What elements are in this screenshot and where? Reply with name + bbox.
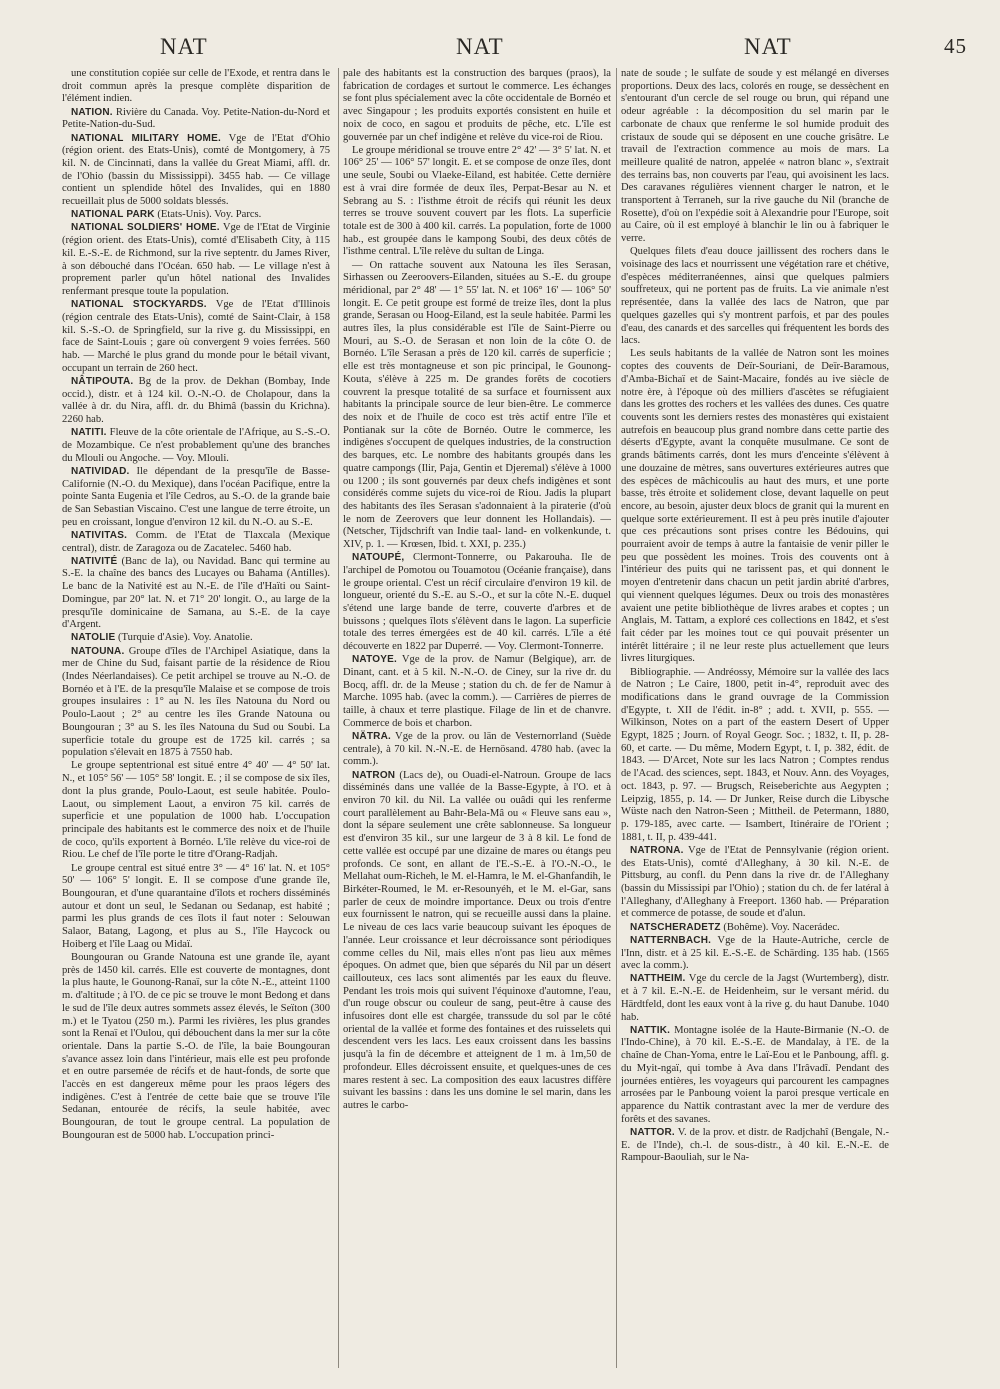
entry-headword: NATIONAL SOLDIERS' HOME.	[71, 222, 220, 234]
entry-text: Montagne isolée de la Haute-Birmanie (N.-O. de l'Indo-Chine), à 70 kil. E.-S.-E. de Mandalay, à l'E. de la chaîne de Chan-Yoma, entre le Laï-Eou et le Panboung, affl. g. du Myit-ngaï, qui tombe à Ava dans l'Irâvadî. Pendant des journées entières, les voyageurs qui parcourent les campagnes arrosées par le Panboung voient la paroi presque verticale en apparence du Nattik contrastant avec la mer de verdure des forêts et des savanes.	[621, 1024, 889, 1125]
entry-headword: NATIONAL PARK	[71, 209, 155, 221]
header-left: NAT	[160, 34, 208, 59]
dictionary-entry	[621, 845, 889, 921]
entry-text: Le groupe septentrional est situé entre 4° 40' — 4° 50' lat. N., et 105° 56' — 105° 58' longit. E. ; il se compose de six îles, dont la plus grande, Poulo-Laout, est seule habitée. Poulo-Laout, ou simplement Laout, a environ 75 kil. carrés de superficie et une population de 1000 hab. L'occupation principale des habitants est le commerce des noix et de l'huile de coco, qu'ils exportent à Bornéo. L'île relève du vice-roi de Riou. Le chef de l'île porte le titre d'Orang-Radjah.	[62, 760, 330, 861]
entry-text: Groupe d'îles de l'Archipel Asiatique, dans la mer de Chine du Sud, faisant partie de la résidence de Riou (Indes Néerlandaises). Ce petit archipel se trouve au N.-O. de Bornéo et à l'E. de la presqu'île Malaise et se compose de trois groupes insulaires : 1° au N. les îles Natouna du Nord ou Poulo-Laout ; 2° au centre les îles Grande Natouna ou Boungouran ; 3° au S. les îles Natouna du Sud ou Soubi. La superficie totale du groupe est de 1725 kil. carrés ; sa population s'élevait en 1875 à 7550 hab.	[62, 645, 330, 759]
entry-text: — On rattache souvent aux Natouna les îles Serasan, Sirhassen ou Zeeroovers-Eilanden, situées au S.-E. du groupe méridional, par 2° 48' — 1° 55' lat. N. et 106° 16' — 106° 50' longit. E. Ce petit groupe est formé de treize îles, dont la plus grande, Serasan ou Hoog-Eiland, est la seule habitée. Parmi les autres îles, la plus considérable est l'île de Saint-Pierre ou Mouri, au S.-O. de Serasan et non loin de la côte O. de Bornéo. L'île Serasan a près de 120 kil. carrés de superficie ; elle est très montagneuse et son pic principal, le Gounong-Kouta, s'élève à 225 m. De grandes forêts de cocotiers couvrent la presque totalité de sa surface et fournissent aux habitants la principale source de leur bien-être. Le commerce des noix et de l'huile de coco est très actif entre l'île et Pontianak sur la côte de Bornéo. Outre le commerce, les indigènes s'occupent de quelques industries, de la construction des barques, etc. Le nombre des habitants groupés dans les quatre campongs (Ilir, Paja, Gentin et Djeremal) s'élève à 1000 ou 1200 ; ils sont gouvernés par deux chefs indigènes et sont considérés comme sujets du vice-roi de Riou. Jadis la plupart des habitants des îles Serasan s'adonnaient à la piraterie (d'où le nom de Zeerovers que leur donnent les Hollandais). — (Netscher, Tijdschrift van Indie taal- land- en volkenkunde, t. XIV, p. 1. — Krœsen, Ibid. t. XXI, p. 235.)	[343, 259, 611, 551]
entry-headword: NATRON	[352, 769, 396, 781]
entry-headword: NÄTRA.	[352, 731, 391, 743]
dictionary-entry	[621, 935, 889, 973]
entry-headword: NATOYE.	[352, 654, 397, 666]
dictionary-entry	[621, 922, 889, 935]
entry-text: Vge du cercle de la Jagst (Wurtemberg), distr. et à 7 kil. E.-N.-E. de Heidenheim, sur le versant mérid. du Härdtfeld, dont les eaux vont à la rive g. du haut Danube. 1040 hab.	[621, 973, 889, 1023]
entry-text: Fleuve de la côte orientale de l'Afrique, au S.-S.-O. de Mozambique. Ce n'est probablement qu'une des branches du Mlouli ou Angoche. — Voy. Mlouli.	[62, 427, 330, 464]
entry-text: (Lacs de), ou Ouadi-el-Natroun. Groupe de lacs disséminés dans une vallée de la Basse-Egypte, à l'O. et à environ 70 kil. du Nil. La vallée ou ouâdi qui les renferme court parallèlement au Bahr-Bela-Mâ ou « Fleuve sans eau », dont la sépare seulement une crête sablonneuse. Sa longueur est d'environ 35 kil., sur une largeur de 3 à 8 kil. Le fond de cette vallée est occupé par une dizaine de mares ou étangs peu profonds. Ce sont, en allant de l'E.-S.-E. à l'O.-N.-O., le Mellahat oum-Richeh, le M. el-Hamra, le M. el-Ghanfandih, le Birkéter-Roumed, le M. er-Resounyéh, et le M. el-Gar, sans parler de ceux de moindre importance. Deux ou trois d'entre eux fournissent le natron, qui se recueille aussi dans la plaine. Le niveau de ces lacs varie beaucoup suivant les époques de l'année. Leur croissance et leur décroissance sont périodiques comme celles du Nil, mais elles n'ont pas lieu aux mêmes époques. On admet que, bien que séparés du Nil par un désert caillouteux, ces lacs sont alimentés par les eaux du fleuve. Pendant les trois mois qui suivent l'équinoxe d'automne, l'eau, d'un rouge obscur ou couleur de sang, peut-être à cause des infusoires dont elle est chargée, transsude du sol par le côté oriental de la vallée et forme des fontaines et des ruisselets qui descendent vers les lacs. Les eaux croissent dans les bassins jusqu'à la fin de décembre et atteignent de 1 m. à 1m,50 de profondeur. Elles décroissent ensuite, et quelques-unes de ces mares restent à sec. La composition des eaux lacustres diffère suivant les bassins : dans les uns domine le sel marin, dans les autres le carbo-	[343, 769, 611, 1111]
dictionary-entry	[62, 376, 330, 427]
dictionary-entry	[343, 654, 611, 730]
entry-text: Le groupe central est situé entre 3° — 4° 16' lat. N. et 105° 50' — 106° 5' longit. E. Il se compose d'une grande île, Boungouran, et d'une quarantaine d'îlots et rochers disséminés autour et dont un seul, le Sedanan ou Sedanap, est habité ; parmi les plus grands de ces îlots il faut noter : Selouwan Salaor, Batang, Lagong, et plus au S., l'île Haycock ou Hoiberg et l'île Laag ou Midaï.	[62, 862, 330, 950]
entry-headword: NATOUPÉ,	[352, 552, 405, 564]
entry-text: Boungouran ou Grande Natouna est une grande île, ayant près de 1450 kil. carrés. Elle est couverte de montagnes, dont la plus haute, le Gounong-Ranaï, sur la côte N.-E., atteint 1100 m. d'altitude ; à l'O. de ce pic se trouve le mont Bedong et dans le sud de l'île deux autres sommets assez élevés, le Seïton (300 m.) et le Tyatou (250 m.). Parmi les rivières, les plus grandes sont la Renaï et l'Oulou, qui débouchent dans la mer sur la côte orientale. Dans la partie S.-O. de l'île, la baie Boungouran s'avance assez loin dans l'intérieur, mais elle est peu profonde et en outre parsemée de récifs et de haut-fonds, de sorte que l'accès en est dangereux même pour les praos légers des indigènes. C'est à l'entrée de cette baie que se trouve l'île Sedanan, entourée de récifs, la seule habitée, avec Boungouran, de tout le groupe central. La population de Boungouran est de 5000 hab. L'occupation princi-	[62, 952, 330, 1141]
entry-text: Bg de la prov. de Dekhan (Bombay, Inde occid.), distr. et à 124 kil. O.-N.-O. de Cholapour, dans la vallée à dr. du Nira, affl. dr. du Bhimâ (bassin du Krichna). 2260 hab.	[62, 375, 330, 425]
entry-text: Les seuls habitants de la vallée de Natron sont les moines coptes des couvents de Deïr-Souriani, de Deïr-Baramous, d'Amba-Bichaï et de Saint-Macaire, fondés au ive siècle de notre ère, à l'époque où des milliers d'ascètes se réfugiaient dans les grottes des rochers et les vallées des dunes. Ces quatre couvents sont les derniers restes des monastères qui existaient autrefois en beaucoup plus grand nombre dans cette partie des déserts d'Egypte, avant la conquête musulmane. Ce sont de grands bâtiments carrés, dont les murs d'enceinte s'élèvent à une douzaine de mètres, sans ouvertures extérieures autres que des espèces de mâchicoulis au haut des murs, et une porte basse, très étroite et solidement close, devant laquelle on peut encore, au besoin, ajuster deux blocs de granit qui la murent en quelque sorte extérieurement. Il est à peu près inutile d'ajouter que ces précautions sont prises contre les Bédouins, qui pourraient avoir de temps à autre la fantaisie de venir piller le peu que possèdent les moines. Trois des couvents ont à l'intérieur des puits qui ne tarissent pas, et qui donnent le moyen d'entretenir dans chacun un petit jardin abrité d'arbres, qui viennent quelques légumes. Deux ou trois des monastères avaient une petite bibliothèque de livres arabes et coptes ; un Anglais, M. Tattam, a exploré ces collections en 1842, et s'est fait céder par les moines tout ce qui pouvait présenter un intérêt littéraire ; il ne leur reste plus actuellement que leurs livres liturgiques.	[621, 348, 889, 665]
entry-text: (Turquie d'Asie). Voy. Anatolie.	[115, 632, 253, 644]
entry-text: Vge de l'Etat d'Illinois (région centrale des Etats-Unis), comté de Saint-Clair, à 158 kil. S.-S.-O. de Springfield, sur la rive g. du Mississippi, en face de Saint-Louis ; gare où convergent 9 voies ferrées. 560 hab. — Marché le plus grand du monde pour le bétail vivant, occupant un terrain de 260 hect.	[62, 299, 330, 374]
entry-paragraph	[343, 260, 611, 552]
dictionary-entry	[62, 632, 330, 645]
entry-headword: NATIONAL STOCKYARDS.	[71, 299, 207, 311]
column-divider-1	[338, 68, 339, 1368]
entry-headword: NATTERNBACH.	[630, 934, 712, 946]
entry-paragraph	[621, 348, 889, 666]
dictionary-entry	[62, 556, 330, 632]
dictionary-entry	[62, 530, 330, 555]
entry-text: Vge de l'Etat d'Ohio (région orient. des Etats-Unis), comté de Montgomery, à 75 kil. N. de Cincinnati, dans la vallée du Great Miami, affl. dr. de l'Ohio (bassin du Mississippi). 3455 hab. — Ce village contient un splendide hôtel des Invalides, qui en 1880 recueillait plus de 5000 soldats blessés.	[62, 132, 330, 208]
entry-text: Vge de la prov. ou län de Vesternorrland (Suède centrale), à 70 kil. N.-N.-E. de Hernösand. 4780 hab. (avec la comm.).	[343, 731, 611, 768]
dictionary-entry	[343, 770, 611, 1113]
entry-headword: NÂTIPOUTA.	[71, 375, 134, 387]
entry-headword: NATOLIE	[71, 632, 116, 644]
dictionary-entry	[621, 1025, 889, 1127]
entry-paragraph	[62, 68, 330, 106]
entry-headword: NATRONA.	[630, 844, 684, 856]
entry-text: pale des habitants est la construction des barques (praos), la fabrication de cordages et surtout le commerce. Les échanges se font plus spécialement avec la côte occidentale de Bornéo et avec Singapour ; les produits exportés consistent en huile et noix de coco, en sagou et produits de pêche, etc. L'île est gouvernée par un chef indigène et relève du vice-roi de Riou.	[343, 68, 611, 143]
dictionary-entry	[62, 133, 330, 209]
entry-headword: NATITI.	[71, 427, 107, 439]
entry-headword: NATSCHERADETZ	[630, 921, 721, 933]
column-divider-2	[616, 68, 617, 1368]
dictionary-entry	[62, 646, 330, 760]
dictionary-entry	[621, 973, 889, 1024]
entry-paragraph	[621, 667, 889, 845]
entry-text: (Banc de la), ou Navidad. Banc qui termine au S.-E. la chaîne des bancs des Lucayes ou Bahama (Antilles). Le banc de la Nativité est au N.-E. de l'île d'Haïti ou Saint-Domingue, par 20° lat. N. et 71° 20' longit. O., au large de la presqu'île dominicaine de Samana, au S.-E. de la caye d'Argent.	[62, 555, 330, 631]
entry-text: nate de soude ; le sulfate de soude y est mélangé en diverses proportions. Deux des lacs, colorés en rouge, se dessèchent en s'entourant d'un cercle de sel rouge ou brun, qui répand une odeur agréable : la décomposition du sel marin par le carbonate de chaux que renferme le sol humide produit des cristaux de soude qui se déposent en une couche grisâtre. Le travail de l'extraction commence au mois de mars. La meilleure qualité de natron, appelée « natron blanc », s'extrait des terrains bas, non couverts par l'eau, qui avoisinent les lacs. Des caravanes régulières viennent charger le natron, et le transportent à Terraneh, sur la rive gauche du Nil (branche de Rosette), d'où on l'expédie soit à Alexandrie pour l'Europe, soit au Caire, où il est employé à blanchir le lin ou à fabriquer le verre.	[621, 68, 889, 245]
entry-text: Vge de la Haute-Autriche, cercle de l'Inn, distr. et à 25 kil. E.-S.-E. de Schärding. 135 hab. (1565 avec la comm.).	[621, 934, 889, 972]
header-right: NAT	[744, 34, 792, 59]
dictionary-entry	[343, 552, 611, 654]
dictionary-entry	[62, 209, 330, 222]
column-middle	[343, 68, 611, 1368]
entry-text: Le groupe méridional se trouve entre 2° 42' — 3° 5' lat. N. et 106° 25' — 106° 57' longit. E. et se compose de onze îles, dont une seule, Soubi ou Vlaeke-Eiland, est habitée. Cette dernière est à vrai dire formée de deux îles, Perpat-Besar au N. et Sebrang au S. : l'isthme étroit de récifs qui réunit les deux terres se trouve souvent couvert par les flots. La superficie totale est de 300 à 400 kil. carrés. La population, forte de 1000 hab., est groupée dans le kampong Soubi, des deux côtés de l'isthme central. L'île relève du sultan de Linga.	[343, 144, 611, 258]
entry-headword: NATIONAL MILITARY HOME.	[71, 132, 221, 144]
entry-text: Quelques filets d'eau douce jaillissent des rochers dans le voisinage des lacs et nourrissent une végétation rare et chétive, d'espèces méditerranéennes, ainsi que quelques palmiers souffreteux, qui ne portent pas de fruits. La vie animale n'est représentée, dans la vallée des lacs de Natron, que par quelques gazelles qui s'y montrent parfois, et par des poules d'eau, des canards et des sarcelles qui fréquentent les bords des lacs.	[621, 246, 889, 347]
entry-paragraph	[343, 68, 611, 144]
entry-headword: NATIVITÉ	[71, 555, 118, 567]
entry-headword: NATTOR.	[630, 1126, 675, 1138]
entry-text: (Etats-Unis). Voy. Parcs.	[154, 209, 262, 221]
entry-text: Vge de l'Etat de Pennsylvanie (région orient. des Etats-Unis), comté d'Alleghany, à 30 kil. N.-E. de Pittsburg, au confl. du Penn dans la rive dr. de l'Alleghany (bassin du Mississipi par l'Ohio) ; station du ch. de fer latéral à l'Alleghany, d'Alleghany à Freeport. 1360 hab. — Préparation et commerce de potasse, de soude et d'alun.	[621, 844, 889, 920]
entry-paragraph	[62, 952, 330, 1143]
entry-paragraph	[343, 145, 611, 259]
entry-text: (Bohême). Voy. Nacerádec.	[720, 921, 840, 933]
entry-text: Bibliographie. — Andréossy, Mémoire sur la vallée des lacs de Natron ; Le Caire, 1800, petit in-4°, reproduit avec des modifications dans le grand ouvrage de la Commission d'Egypte, t. XII de l'édit. in-8° ; add. t. XVII, p. 555. — Wilkinson, Notes on a part of the eastern Desert of Upper Egypt, 1825 ; Journ. of Royal Geogr. Soc. ; 1832, t. II, p. 28-60, et carte. — Du même, Modern Egypt, t. I, p. 382, édit. de 1843. — D'Arcet, Note sur les lacs Natron ; Comptes rendus de l'Acad. des sciences, sept. 1843, et Nouv. Ann. des Voyages, oct. 1843, p. 97. — Brugsch, Reiseberichte aus Aegypten ; Leipzig, 1855, p. 14. — Dr Junker, Reise durch die Libysche Wüste nach den Natron-Seen ; Mittheil. de Petermann, 1880, p. 179-185, avec carte. — Isambert, Itinéraire de l'Orient ; 1881, t. II, p. 439-441.	[621, 666, 889, 843]
dictionary-entry	[62, 107, 330, 132]
dictionary-entry	[621, 1127, 889, 1165]
entry-paragraph	[621, 246, 889, 348]
entry-headword: NATOUNA.	[71, 645, 125, 657]
entry-text: Vge de la prov. de Namur (Belgique), arr. de Dinant, cant. et à 5 kil. N.-N.-O. de Ciney, sur la rive dr. du Bocq, affl. dr. de la Meuse ; station du ch. de fer de Namur à Marche. 1095 hab. (avec la comm.). — Carrières de pierres de taille, à chaux et terre plastique. Filage de lin et de chanvre. Commerce de bois et charbon.	[343, 654, 611, 729]
dictionary-entry	[62, 222, 330, 298]
entry-paragraph	[621, 68, 889, 246]
dictionary-entry	[343, 731, 611, 769]
entry-headword: NATTIK.	[630, 1024, 671, 1036]
header-center: NAT	[456, 34, 504, 59]
entry-headword: NATION.	[71, 106, 113, 118]
column-right	[621, 68, 889, 1368]
entry-text: Vge de l'Etat de Virginie (région orient. des Etats-Unis), comté d'Elisabeth City, à 115 kil. E.-S.-E. de Richmond, sur la rive septentr. du James River, à son débouché dans l'Océan. 650 hab. — Le village n'est à proprement parler qu'un hôtel national des Invalides renfermant presque toute la population.	[62, 222, 330, 297]
entry-paragraph	[62, 760, 330, 862]
entry-text: Clermont-Tonnerre, ou Pakarouha. Ile de l'archipel de Pomotou ou Touamotou (Océanie française), dans le groupe oriental. C'est un récif circulaire d'environ 19 kil. de longueur, orienté du S.-E. au S.-O., et sur la côte N.-E. duquel s'étend une large bande de terre, couverte d'arbres et de buissons ; quelques îlots s'élèvent dans le lagon. La superficie totale des terres émergées est de 40 kil. carrés. L'île a été découverte en 1822 par Duperré. — Voy. Clermont-Tonnerre.	[343, 552, 611, 653]
entry-text: Comm. de l'Etat de Tlaxcala (Mexique central), distr. de Zaragoza ou de Zacatelec. 5460 hab.	[62, 529, 330, 554]
entry-text: V. de la prov. et distr. de Radjchahî (Bengale, N.-E. de l'Inde), ch.-l. de sous-distr., à 40 kil. E.-N.-E. de Rampour-Baouliah, sur le Na-	[621, 1126, 889, 1164]
page-number: 45	[944, 34, 967, 58]
entry-paragraph	[62, 863, 330, 952]
dictionary-entry	[62, 299, 330, 375]
entry-text: Rivière du Canada. Voy. Petite-Nation-du-Nord et Petite-Nation-du-Sud.	[62, 106, 330, 131]
dictionary-entry	[62, 427, 330, 465]
entry-text: une constitution copiée sur celle de l'Exode, et rentra dans le droit commun après la presque complète disparition de l'élément indien.	[62, 68, 330, 105]
dictionary-entry	[62, 466, 330, 530]
entry-headword: NATTHEIM.	[630, 973, 686, 985]
entry-text: Ile dépendant de la presqu'île de Basse-Californie (N.-O. du Mexique), dans l'océan Pacifique, entre la pointe Santa Eugenia et l'île Cedros, au S.-O. de la grande baie de San Sebastian Viscaino. C'est une langue de terre étroite, un peu en croissant, longue d'environ 12 kil. du N.-O. au S.-E.	[62, 465, 330, 528]
column-left	[62, 68, 330, 1368]
entry-headword: NATIVIDAD.	[71, 465, 130, 477]
entry-headword: NATIVITAS.	[71, 529, 128, 541]
